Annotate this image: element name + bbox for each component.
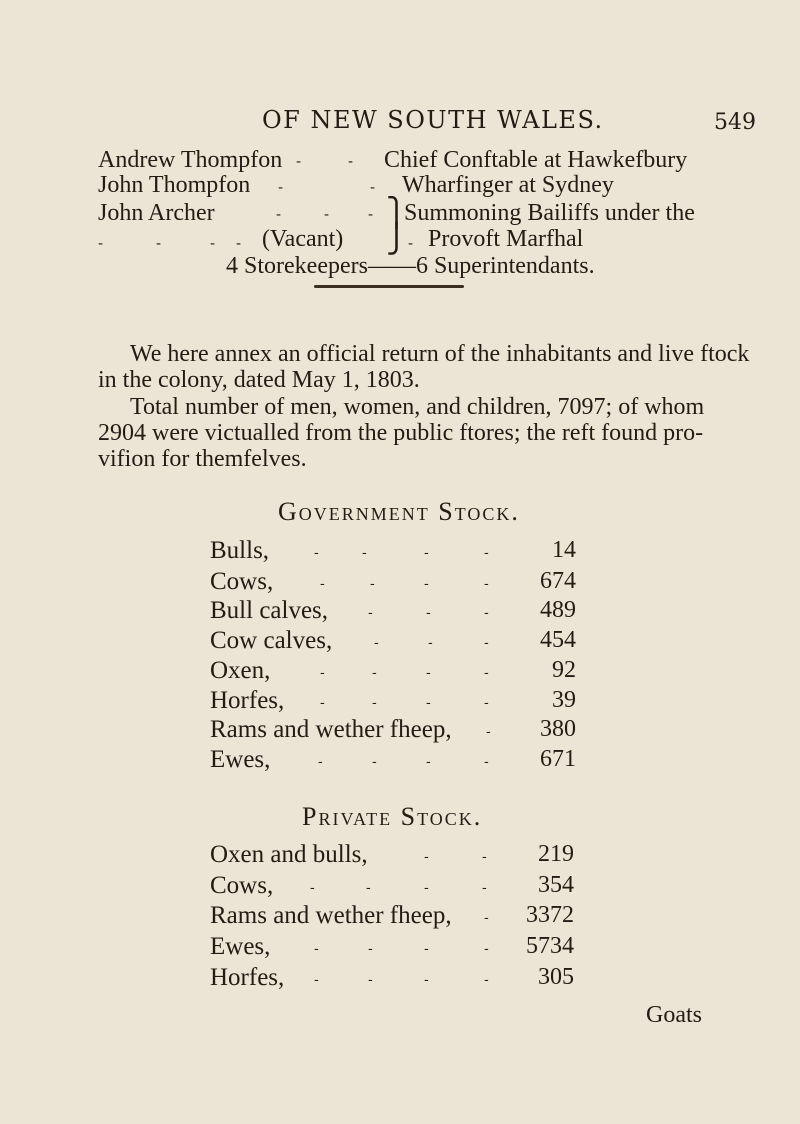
stock-label: Cows,	[210, 568, 274, 595]
paragraph-line: in the colony, dated May 1, 1803.	[98, 367, 420, 393]
leader-dash: -	[408, 234, 414, 252]
leader-dash: -	[484, 635, 489, 651]
page-number: 549	[714, 110, 756, 135]
leader-dash: -	[484, 545, 489, 561]
stock-value: 454	[540, 627, 576, 653]
government-stock-row	[0, 597, 800, 629]
leader-dash: -	[278, 178, 284, 196]
stock-label: Cows,	[210, 872, 274, 899]
leader-dash: -	[426, 665, 431, 681]
stock-value: 305	[538, 964, 574, 990]
stock-label: Oxen,	[210, 657, 271, 684]
leader-dash: -	[320, 576, 325, 592]
stock-value: 92	[552, 657, 576, 683]
private-stock-row	[0, 964, 800, 996]
government-stock-row	[0, 657, 800, 689]
leader-dash: -	[210, 234, 216, 252]
paragraph-line: We here annex an official return of the inhabitants and live ftock	[130, 341, 750, 367]
leader-dash: -	[372, 754, 377, 770]
leader-dash: -	[426, 695, 431, 711]
section-rule	[314, 285, 464, 288]
stock-value: 5734	[526, 933, 574, 959]
paragraph-line: vifion for themfelves.	[98, 446, 307, 472]
leader-dash: -	[484, 910, 489, 926]
stock-label: Rams and wether fheep,	[210, 902, 452, 929]
leader-dash: -	[484, 665, 489, 681]
paragraph-line: Total number of men, women, and children, 7097; of whom	[130, 394, 705, 420]
stock-label: Bulls,	[210, 537, 270, 564]
government-stock-row	[0, 537, 800, 569]
leader-dash: -	[368, 605, 373, 621]
leader-dash: -	[424, 972, 429, 988]
stock-label: Ewes,	[210, 746, 271, 773]
stock-value: 671	[540, 746, 576, 772]
leader-dash: -	[314, 545, 319, 561]
private-stock-row	[0, 933, 800, 965]
leader-dash: -	[426, 754, 431, 770]
leader-dash: -	[324, 205, 330, 223]
stock-value: 219	[538, 841, 574, 867]
official-office: Provoft Marfhal	[428, 226, 584, 252]
leader-dash: -	[374, 635, 379, 651]
leader-dash: -	[484, 576, 489, 592]
leader-dash: -	[372, 665, 377, 681]
leader-dash: -	[98, 234, 104, 252]
paragraph-line: 2904 were victualled from the public ftores; the reft found pro-	[98, 420, 704, 446]
stock-label: Ewes,	[210, 933, 271, 960]
grouping-brace: ⎭	[386, 224, 407, 255]
government-stock-row	[0, 568, 800, 600]
leader-dash: -	[426, 605, 431, 621]
leader-dash: -	[484, 605, 489, 621]
leader-dash: -	[486, 724, 491, 740]
leader-dash: -	[320, 695, 325, 711]
stock-value: 14	[552, 537, 576, 563]
private-stock-row	[0, 872, 800, 904]
private-stock-heading: Private Stock.	[302, 802, 483, 831]
leader-dash: -	[428, 635, 433, 651]
stock-label: Oxen and bulls,	[210, 841, 368, 868]
leader-dash: -	[424, 849, 429, 865]
leader-dash: -	[368, 941, 373, 957]
catchword: Goats	[646, 1002, 702, 1028]
leader-dash: -	[310, 880, 315, 896]
leader-dash: -	[236, 234, 242, 252]
leader-dash: -	[362, 545, 367, 561]
stock-value: 39	[552, 687, 576, 713]
leader-dash: -	[482, 849, 487, 865]
stock-value: 354	[538, 872, 574, 898]
leader-dash: -	[484, 972, 489, 988]
leader-dash: -	[348, 152, 354, 170]
leader-dash: -	[368, 205, 374, 223]
official-office: Chief Conftable at Hawkefbury	[384, 147, 688, 173]
leader-dash: -	[424, 545, 429, 561]
official-name: John Archer	[98, 200, 215, 226]
government-stock-row	[0, 716, 800, 748]
stock-label: Horfes,	[210, 964, 285, 991]
stock-label: Bull calves,	[210, 597, 329, 624]
stock-value: 380	[540, 716, 576, 742]
grouping-brace: ⎫	[386, 198, 407, 229]
stock-label: Cow calves,	[210, 627, 333, 654]
stock-value: 3372	[526, 902, 574, 928]
leader-dash: -	[370, 576, 375, 592]
leader-dash: -	[318, 754, 323, 770]
official-office: Wharfinger at Sydney	[402, 172, 614, 198]
leader-dash: -	[424, 576, 429, 592]
leader-dash: -	[366, 880, 371, 896]
leader-dash: -	[484, 754, 489, 770]
private-stock-row	[0, 902, 800, 934]
government-stock-row	[0, 746, 800, 778]
leader-dash: -	[156, 234, 162, 252]
leader-dash: -	[368, 972, 373, 988]
stock-value: 489	[540, 597, 576, 623]
leader-dash: -	[484, 941, 489, 957]
leader-dash: -	[424, 941, 429, 957]
leader-dash: -	[314, 972, 319, 988]
leader-dash: -	[372, 695, 377, 711]
official-name: (Vacant)	[262, 226, 344, 252]
official-office: Summoning Bailiffs under the	[404, 200, 695, 226]
government-stock-heading: Government Stock.	[278, 497, 520, 526]
leader-dash: -	[484, 695, 489, 711]
leader-dash: -	[370, 178, 376, 196]
official-name: Andrew Thompfon	[98, 147, 283, 173]
running-title: OF NEW SOUTH WALES.	[262, 106, 604, 134]
private-stock-row	[0, 841, 800, 873]
leader-dash: -	[276, 205, 282, 223]
running-header	[0, 106, 800, 136]
leader-dash: -	[314, 941, 319, 957]
stock-value: 674	[540, 568, 576, 594]
leader-dash: -	[482, 880, 487, 896]
government-stock-row	[0, 687, 800, 719]
leader-dash: -	[320, 665, 325, 681]
storekeepers-line: 4 Storekeepers——6 Superintendants.	[226, 253, 595, 279]
stock-label: Rams and wether fheep,	[210, 716, 452, 743]
stock-label: Horfes,	[210, 687, 285, 714]
government-stock-row	[0, 627, 800, 659]
official-name: John Thompfon	[98, 172, 251, 198]
leader-dash: -	[296, 152, 302, 170]
leader-dash: -	[424, 880, 429, 896]
